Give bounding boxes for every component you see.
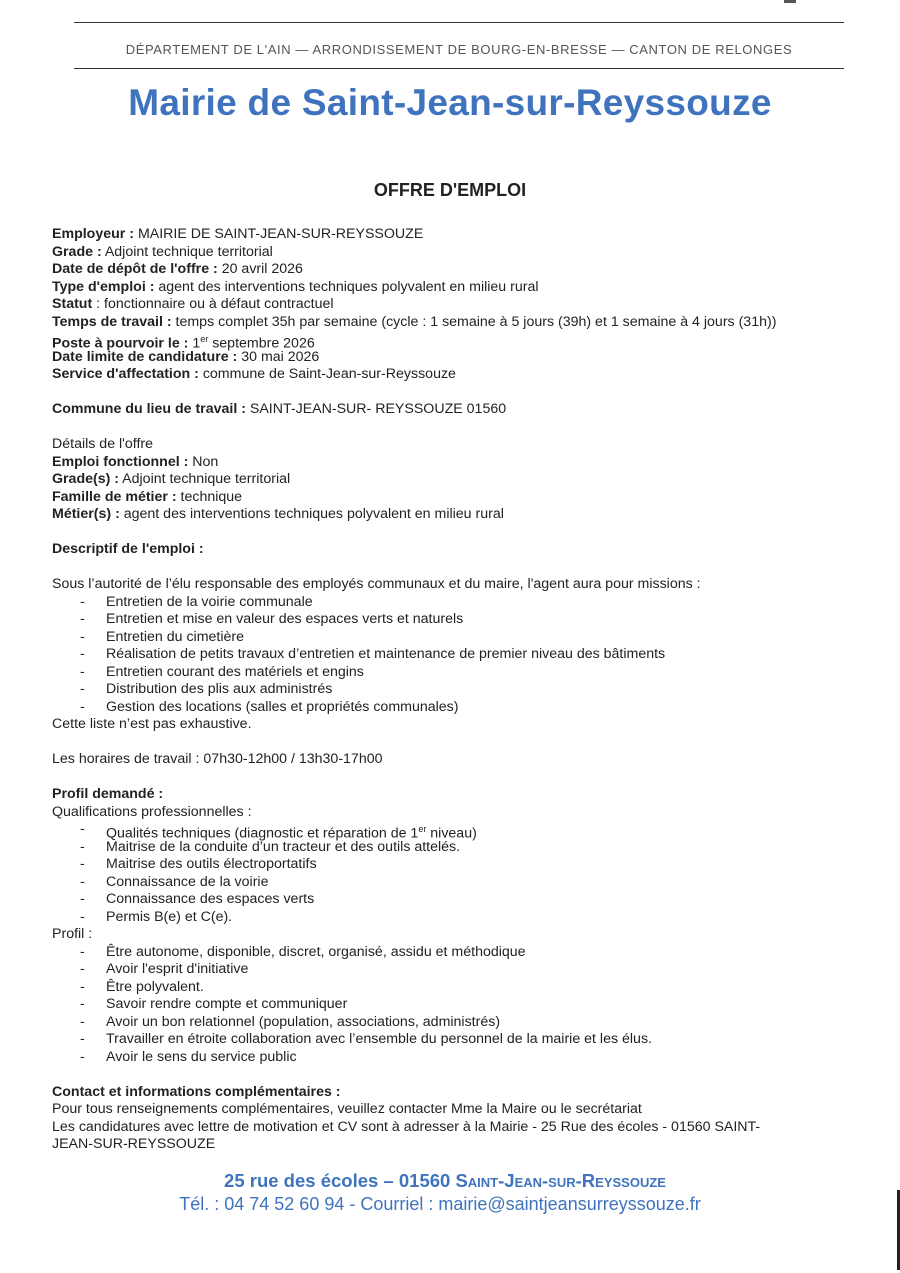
list-item-text: Avoir l'esprit d'initiative	[106, 961, 249, 977]
list-item-text: Être polyvalent.	[106, 978, 204, 995]
profil-list	[52, 944, 862, 1067]
list-item	[52, 611, 862, 629]
list-item	[52, 1049, 862, 1067]
date-limite-row: Date limite de candidature : 30 mai 2026	[52, 348, 320, 365]
list-item	[52, 699, 862, 717]
list-item	[52, 856, 862, 874]
grades-row: Grade(s) : Adjoint technique territorial	[52, 471, 291, 487]
list-item-text: Entretien de la voirie communale	[106, 593, 313, 610]
contact-line-1: Pour tous renseignements complémentaires, veuillez contacter Mme la Maire ou le secrétariat	[52, 1101, 642, 1117]
contact-line-3: JEAN-SUR-REYSSOUZE	[52, 1136, 216, 1152]
list-item-text: Réalisation de petits travaux d’entretien et maintenance de premier niveau des bâtiments	[106, 646, 666, 662]
profil-title: Profil demandé :	[52, 786, 164, 802]
bullet-dash: -	[80, 681, 85, 697]
bullet-dash: -	[80, 593, 85, 610]
bullet-dash: -	[80, 663, 85, 680]
list-item-text: Avoir un bon relationnel (population, associations, administrés)	[106, 1013, 501, 1030]
header-rule	[74, 68, 844, 69]
bullet-dash: -	[80, 996, 85, 1012]
list-item	[52, 681, 862, 699]
missions-list	[52, 594, 862, 717]
bullet-dash: -	[80, 698, 85, 715]
list-item-text: Maitrise des outils électroportatifs	[106, 856, 317, 872]
bullet-dash: -	[80, 1013, 85, 1030]
contact-title: Contact et informations complémentaires :	[52, 1083, 341, 1100]
list-item-text: Gestion des locations (salles et propriétés communales)	[106, 698, 459, 715]
list-item	[52, 996, 862, 1014]
temps-travail-row: Temps de travail : temps complet 35h par semaine (cycle : 1 semaine à 5 jours (39h) et 1 semaine à 4 jours (31h))	[52, 313, 777, 330]
list-item-text: Avoir le sens du service public	[106, 1048, 297, 1065]
descriptif-intro: Sous l’autorité de l’élu responsable des employés communaux et du maire, l'agent aura pour missions :	[52, 576, 701, 592]
bullet-dash: -	[80, 611, 85, 627]
poste-pourvoir-row: Poste à pourvoir le : 1er septembre 2026	[52, 334, 315, 352]
type-emploi-row: Type d'emploi : agent des interventions techniques polyvalent en milieu rural	[52, 278, 539, 295]
list-item-text: Maitrise de la conduite d’un tracteur et des outils attelés.	[106, 838, 461, 855]
descriptif-note: Cette liste n’est pas exhaustive.	[52, 716, 252, 732]
list-item-text: Entretien courant des matériels et engins	[106, 663, 364, 680]
list-item-text: Travailler en étroite collaboration avec l’ensemble du personnel de la mairie et les élus.	[106, 1031, 652, 1047]
top-rule	[74, 22, 844, 23]
scan-mark	[784, 0, 796, 3]
famille-row: Famille de métier : technique	[52, 488, 243, 505]
list-item	[52, 891, 862, 909]
bullet-dash: -	[80, 1048, 85, 1065]
grade-row: Grade : Adjoint technique territorial	[52, 243, 273, 260]
list-item	[52, 1014, 862, 1032]
department-line: DÉPARTEMENT DE L'AIN — ARRONDISSEMENT DE BOURG-EN-BRESSE — CANTON DE RELONGES	[125, 42, 793, 57]
list-item-text: Savoir rendre compte et communiquer	[106, 996, 348, 1012]
profil-subtitle: Profil :	[52, 926, 93, 942]
bullet-dash: -	[80, 978, 85, 995]
bullet-dash: -	[80, 646, 85, 662]
bullet-dash: -	[80, 891, 85, 907]
list-item	[52, 646, 862, 664]
list-item	[52, 629, 862, 647]
qualifications-list	[52, 839, 862, 927]
bullet-dash: -	[80, 628, 85, 645]
metiers-row: Métier(s) : agent des interventions techniques polyvalent en milieu rural	[52, 506, 504, 522]
descriptif-title: Descriptif de l'emploi :	[52, 541, 204, 557]
list-item	[52, 979, 862, 997]
bullet-dash: -	[80, 873, 85, 890]
footer-contact: Tél. : 04 74 52 60 94 - Courriel : mairie@saintjeansurreyssouze.fr	[179, 1194, 701, 1214]
bullet-dash: -	[80, 821, 85, 837]
bullet-dash: -	[80, 838, 85, 855]
list-item-text: Distribution des plis aux administrés	[106, 681, 333, 697]
list-item	[52, 909, 862, 927]
details-title: Détails de l'offre	[52, 436, 154, 452]
offer-body	[52, 226, 862, 1154]
horaires: Les horaires de travail : 07h30-12h00 / 13h30-17h00	[52, 751, 383, 767]
list-item-text: Entretien du cimetière	[106, 628, 245, 645]
offer-heading: OFFRE D'EMPLOI	[373, 180, 527, 200]
list-item	[52, 594, 862, 612]
list-item	[52, 961, 862, 979]
employer-row: Employeur : MAIRIE DE SAINT-JEAN-SUR-REYSSOUZE	[52, 226, 424, 242]
date-depot-row: Date de dépôt de l'offre : 20 avril 2026	[52, 261, 303, 277]
statut-row: Statut : fonctionnaire ou à défaut contractuel	[52, 296, 334, 312]
commune-row: Commune du lieu de travail : SAINT-JEAN-SUR- REYSSOUZE 01560	[52, 401, 507, 417]
list-item	[52, 874, 862, 892]
bullet-dash: -	[80, 961, 85, 977]
list-item: - Qualités techniques (diagnostic et réparation de 1er niveau)	[80, 821, 477, 842]
bullet-dash: -	[80, 856, 85, 872]
bullet-dash: -	[80, 908, 85, 925]
list-item-text: Permis B(e) et C(e).	[106, 908, 233, 925]
list-item-text: Connaissance de la voirie	[106, 873, 269, 890]
list-item	[52, 1031, 862, 1049]
list-item-text: Entretien et mise en valeur des espaces verts et naturels	[106, 611, 464, 627]
list-item	[52, 664, 862, 682]
footer-town: Saint-Jean-sur-Reyssouze	[455, 1170, 666, 1191]
list-item	[52, 839, 862, 857]
qualif-title: Qualifications professionnelles :	[52, 803, 252, 820]
list-item-text: Connaissance des espaces verts	[106, 891, 315, 907]
list-item-text: Être autonome, disponible, discret, organisé, assidu et méthodique	[106, 943, 526, 960]
bullet-dash: -	[80, 1031, 85, 1047]
mairie-title: Mairie de Saint-Jean-sur-Reyssouze	[128, 82, 772, 123]
footer-address: 25 rue des écoles – 01560 Saint-Jean-sur-Reyssouze	[224, 1170, 666, 1191]
bullet-dash: -	[80, 943, 85, 960]
list-item	[52, 944, 862, 962]
service-row: Service d'affectation : commune de Saint-Jean-sur-Reyssouze	[52, 366, 456, 382]
emploi-fonctionnel-row: Emploi fonctionnel : Non	[52, 453, 219, 470]
contact-line-2: Les candidatures avec lettre de motivation et CV sont à adresser à la Mairie - 25 Rue des écoles - 01560 SAINT-	[52, 1118, 761, 1135]
